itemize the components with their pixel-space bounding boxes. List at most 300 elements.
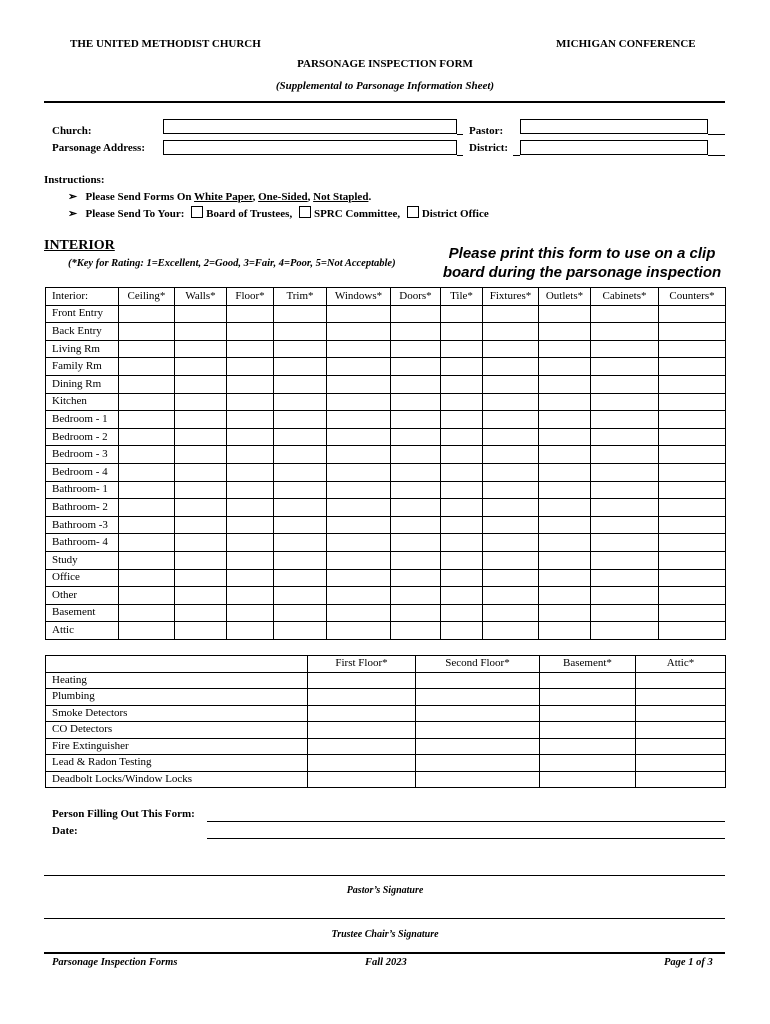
interior-rating-cell[interactable] <box>227 499 274 517</box>
interior-rating-cell[interactable] <box>391 534 441 552</box>
systems-rating-cell[interactable] <box>540 722 636 739</box>
interior-rating-cell[interactable] <box>591 534 659 552</box>
interior-rating-cell[interactable] <box>175 569 227 587</box>
interior-rating-cell[interactable] <box>659 428 726 446</box>
interior-rating-cell[interactable] <box>591 323 659 341</box>
interior-rating-cell[interactable] <box>274 499 327 517</box>
interior-row <box>46 428 726 446</box>
interior-rating-cell[interactable] <box>227 446 274 464</box>
interior-rating-cell[interactable] <box>274 569 327 587</box>
interior-rating-cell[interactable] <box>175 534 227 552</box>
interior-column-header: Floor* <box>227 288 274 306</box>
interior-rating-cell[interactable] <box>274 534 327 552</box>
interior-row-label: Bathroom- 4 <box>46 534 119 552</box>
systems-rating-cell[interactable] <box>636 672 726 689</box>
interior-rating-cell[interactable] <box>175 516 227 534</box>
interior-rating-cell[interactable] <box>483 551 539 569</box>
interior-rating-cell[interactable] <box>391 622 441 640</box>
interior-rating-cell[interactable] <box>539 551 591 569</box>
interior-rating-cell[interactable] <box>539 516 591 534</box>
interior-row-label: Bathroom- 2 <box>46 499 119 517</box>
interior-rating-cell[interactable] <box>441 534 483 552</box>
district-input[interactable] <box>520 140 708 155</box>
interior-rating-cell[interactable] <box>274 516 327 534</box>
interior-rating-cell[interactable] <box>327 411 391 429</box>
interior-rating-cell[interactable] <box>539 481 591 499</box>
interior-rating-cell[interactable] <box>659 516 726 534</box>
interior-rating-cell[interactable] <box>175 587 227 605</box>
interior-row <box>46 340 726 358</box>
systems-rating-cell[interactable] <box>308 689 416 706</box>
address-label: Parsonage Address: <box>52 142 145 154</box>
pastor-line <box>708 134 725 135</box>
parsonage-address-input[interactable] <box>163 140 457 155</box>
church-line <box>457 134 463 135</box>
systems-column-header <box>46 656 308 673</box>
interior-row <box>46 499 726 517</box>
person-filling-label: Person Filling Out This Form: <box>52 808 195 820</box>
interior-rating-cell[interactable] <box>483 622 539 640</box>
interior-rating-cell[interactable] <box>591 622 659 640</box>
interior-rating-cell[interactable] <box>119 622 175 640</box>
interior-rating-cell[interactable] <box>327 340 391 358</box>
interior-rating-cell[interactable] <box>483 587 539 605</box>
interior-rating-cell[interactable] <box>119 323 175 341</box>
interior-rating-cell[interactable] <box>591 604 659 622</box>
district-label: District: <box>469 142 509 154</box>
interior-rating-cell[interactable] <box>119 499 175 517</box>
interior-rating-cell[interactable] <box>539 587 591 605</box>
interior-rating-cell[interactable] <box>175 446 227 464</box>
interior-rating-cell[interactable] <box>441 358 483 376</box>
interior-rating-cell[interactable] <box>441 604 483 622</box>
interior-rating-cell[interactable] <box>591 499 659 517</box>
interior-rating-cell[interactable] <box>327 446 391 464</box>
interior-rating-cell[interactable] <box>327 358 391 376</box>
person-filling-line[interactable] <box>207 821 725 822</box>
interior-rating-cell[interactable] <box>119 551 175 569</box>
systems-rating-cell[interactable] <box>416 672 540 689</box>
interior-rating-cell[interactable] <box>274 428 327 446</box>
interior-rating-cell[interactable] <box>391 323 441 341</box>
interior-rating-cell[interactable] <box>483 446 539 464</box>
systems-rating-cell[interactable] <box>540 771 636 788</box>
interior-rating-cell[interactable] <box>539 569 591 587</box>
interior-row <box>46 393 726 411</box>
interior-rating-cell[interactable] <box>539 534 591 552</box>
interior-rating-cell[interactable] <box>175 463 227 481</box>
interior-rating-cell[interactable] <box>119 428 175 446</box>
interior-rating-cell[interactable] <box>441 446 483 464</box>
systems-rating-cell[interactable] <box>636 722 726 739</box>
interior-rating-cell[interactable] <box>391 604 441 622</box>
interior-rating-cell[interactable] <box>659 551 726 569</box>
interior-rating-cell[interactable] <box>327 375 391 393</box>
interior-rating-cell[interactable] <box>539 323 591 341</box>
systems-rating-cell[interactable] <box>308 771 416 788</box>
interior-rating-cell[interactable] <box>391 305 441 323</box>
pastor-signature-label: Pastor’s Signature <box>346 885 424 896</box>
interior-row-label: Dining Rm <box>46 375 119 393</box>
systems-row <box>46 771 726 788</box>
rating-key: (*Key for Rating: 1=Excellent, 2=Good, 3=Fair, 4=Poor, 5=Not Acceptable) <box>68 258 396 269</box>
interior-row-label: Back Entry <box>46 323 119 341</box>
systems-rating-cell[interactable] <box>308 705 416 722</box>
interior-rating-cell[interactable] <box>659 481 726 499</box>
interior-rating-cell[interactable] <box>119 375 175 393</box>
interior-rating-cell[interactable] <box>539 358 591 376</box>
sprc-checkbox[interactable] <box>299 206 311 218</box>
interior-rating-cell[interactable] <box>175 622 227 640</box>
interior-column-header: Doors* <box>391 288 441 306</box>
interior-row-label: Kitchen <box>46 393 119 411</box>
interior-rating-cell[interactable] <box>274 446 327 464</box>
interior-rating-cell[interactable] <box>483 340 539 358</box>
interior-rating-cell[interactable] <box>441 411 483 429</box>
interior-rating-cell[interactable] <box>119 587 175 605</box>
interior-rating-cell[interactable] <box>659 569 726 587</box>
interior-rating-cell[interactable] <box>119 411 175 429</box>
interior-rating-cell[interactable] <box>659 622 726 640</box>
systems-rating-cell[interactable] <box>308 672 416 689</box>
interior-rating-cell[interactable] <box>391 481 441 499</box>
interior-rating-cell[interactable] <box>391 393 441 411</box>
interior-rating-cell[interactable] <box>659 587 726 605</box>
systems-rating-cell[interactable] <box>636 755 726 772</box>
pastor-input[interactable] <box>520 119 708 134</box>
trustee-signature-line[interactable] <box>44 918 725 919</box>
church-input[interactable] <box>163 119 457 134</box>
interior-rating-cell[interactable] <box>441 463 483 481</box>
interior-rating-cell[interactable] <box>274 463 327 481</box>
interior-rating-cell[interactable] <box>227 534 274 552</box>
interior-rating-cell[interactable] <box>391 569 441 587</box>
interior-rating-cell[interactable] <box>327 516 391 534</box>
interior-rating-cell[interactable] <box>119 358 175 376</box>
interior-rating-cell[interactable] <box>227 481 274 499</box>
interior-rating-cell[interactable] <box>227 604 274 622</box>
interior-rating-cell[interactable] <box>391 587 441 605</box>
interior-rating-cell[interactable] <box>539 305 591 323</box>
systems-rating-cell[interactable] <box>416 771 540 788</box>
interior-rating-cell[interactable] <box>441 551 483 569</box>
interior-rating-cell[interactable] <box>441 305 483 323</box>
interior-row-label: Living Rm <box>46 340 119 358</box>
systems-rating-cell[interactable] <box>540 755 636 772</box>
interior-rating-cell[interactable] <box>441 340 483 358</box>
interior-rating-cell[interactable] <box>227 551 274 569</box>
interior-rating-cell[interactable] <box>391 358 441 376</box>
interior-rating-cell[interactable] <box>659 411 726 429</box>
date-line[interactable] <box>207 838 725 839</box>
interior-rating-cell[interactable] <box>441 323 483 341</box>
interior-row <box>46 569 726 587</box>
interior-rating-cell[interactable] <box>483 604 539 622</box>
interior-rating-cell[interactable] <box>591 516 659 534</box>
interior-rating-cell[interactable] <box>175 358 227 376</box>
interior-row <box>46 463 726 481</box>
interior-rating-cell[interactable] <box>327 604 391 622</box>
interior-rating-cell[interactable] <box>119 446 175 464</box>
interior-rating-cell[interactable] <box>227 516 274 534</box>
interior-rating-cell[interactable] <box>483 358 539 376</box>
interior-rating-cell[interactable] <box>539 375 591 393</box>
interior-rating-cell[interactable] <box>227 358 274 376</box>
interior-rating-cell[interactable] <box>391 340 441 358</box>
systems-rating-cell[interactable] <box>416 738 540 755</box>
interior-rating-cell[interactable] <box>659 463 726 481</box>
interior-rating-cell[interactable] <box>591 463 659 481</box>
interior-rating-cell[interactable] <box>391 463 441 481</box>
interior-row-label: Other <box>46 587 119 605</box>
interior-rating-cell[interactable] <box>391 499 441 517</box>
interior-rating-cell[interactable] <box>119 569 175 587</box>
interior-rating-cell[interactable] <box>327 551 391 569</box>
systems-rating-cell[interactable] <box>636 771 726 788</box>
interior-row-label: Family Rm <box>46 358 119 376</box>
interior-rating-cell[interactable] <box>227 569 274 587</box>
interior-rating-cell[interactable] <box>175 393 227 411</box>
trustees-checkbox[interactable] <box>191 206 203 218</box>
interior-rating-cell[interactable] <box>441 569 483 587</box>
systems-rating-cell[interactable] <box>540 672 636 689</box>
interior-rating-cell[interactable] <box>227 323 274 341</box>
interior-rating-cell[interactable] <box>441 393 483 411</box>
interior-rating-cell[interactable] <box>175 375 227 393</box>
interior-rating-cell[interactable] <box>483 323 539 341</box>
interior-rating-cell[interactable] <box>175 305 227 323</box>
footer-center: Fall 2023 <box>365 957 407 968</box>
interior-rating-cell[interactable] <box>175 428 227 446</box>
interior-rating-cell[interactable] <box>327 463 391 481</box>
interior-rating-cell[interactable] <box>591 428 659 446</box>
interior-rating-cell[interactable] <box>119 393 175 411</box>
interior-rating-cell[interactable] <box>175 551 227 569</box>
interior-rating-cell[interactable] <box>274 375 327 393</box>
systems-row <box>46 738 726 755</box>
interior-rating-cell[interactable] <box>175 604 227 622</box>
systems-column-header: Second Floor* <box>416 656 540 673</box>
interior-rating-cell[interactable] <box>591 358 659 376</box>
interior-column-header: Windows* <box>327 288 391 306</box>
instructions-label: Instructions: <box>44 174 105 186</box>
interior-rating-cell[interactable] <box>327 622 391 640</box>
interior-rating-cell[interactable] <box>227 375 274 393</box>
interior-row-label: Bedroom - 2 <box>46 428 119 446</box>
interior-rating-cell[interactable] <box>119 305 175 323</box>
systems-row <box>46 755 726 772</box>
interior-rating-cell[interactable] <box>539 446 591 464</box>
interior-rating-cell[interactable] <box>274 305 327 323</box>
interior-rating-cell[interactable] <box>175 481 227 499</box>
interior-rating-cell[interactable] <box>119 604 175 622</box>
interior-rating-cell[interactable] <box>659 375 726 393</box>
interior-rating-cell[interactable] <box>227 622 274 640</box>
interior-rating-cell[interactable] <box>441 622 483 640</box>
interior-row <box>46 481 726 499</box>
interior-rating-cell[interactable] <box>659 305 726 323</box>
interior-rating-cell[interactable] <box>175 499 227 517</box>
interior-rating-cell[interactable] <box>483 463 539 481</box>
systems-rating-cell[interactable] <box>308 722 416 739</box>
interior-rating-cell[interactable] <box>539 411 591 429</box>
interior-rating-cell[interactable] <box>274 481 327 499</box>
systems-row-label: Plumbing <box>46 689 308 706</box>
interior-rating-cell[interactable] <box>659 358 726 376</box>
systems-rating-cell[interactable] <box>416 722 540 739</box>
interior-rating-cell[interactable] <box>391 516 441 534</box>
interior-rating-cell[interactable] <box>591 446 659 464</box>
interior-rating-cell[interactable] <box>659 393 726 411</box>
interior-rating-cell[interactable] <box>441 428 483 446</box>
interior-rating-cell[interactable] <box>227 340 274 358</box>
interior-rating-cell[interactable] <box>274 551 327 569</box>
systems-rating-cell[interactable] <box>308 755 416 772</box>
interior-rating-cell[interactable] <box>327 428 391 446</box>
interior-rating-cell[interactable] <box>391 411 441 429</box>
interior-rating-cell[interactable] <box>591 393 659 411</box>
interior-rating-cell[interactable] <box>483 393 539 411</box>
systems-rating-cell[interactable] <box>540 738 636 755</box>
interior-rating-cell[interactable] <box>274 587 327 605</box>
interior-rating-cell[interactable] <box>539 622 591 640</box>
interior-rating-cell[interactable] <box>441 481 483 499</box>
interior-column-header: Walls* <box>175 288 227 306</box>
interior-rating-cell[interactable] <box>274 358 327 376</box>
interior-rating-cell[interactable] <box>119 481 175 499</box>
interior-rating-cell[interactable] <box>659 604 726 622</box>
interior-rating-cell[interactable] <box>539 463 591 481</box>
interior-rating-cell[interactable] <box>659 499 726 517</box>
interior-rating-cell[interactable] <box>441 587 483 605</box>
interior-rating-cell[interactable] <box>175 411 227 429</box>
interior-rating-cell[interactable] <box>227 393 274 411</box>
systems-rating-cell[interactable] <box>636 689 726 706</box>
district-line <box>708 155 725 156</box>
interior-column-header: Outlets* <box>539 288 591 306</box>
interior-row-label: Bathroom -3 <box>46 516 119 534</box>
interior-rating-cell[interactable] <box>274 604 327 622</box>
pastor-signature-line[interactable] <box>44 875 725 876</box>
interior-rating-cell[interactable] <box>327 499 391 517</box>
interior-row <box>46 622 726 640</box>
interior-rating-cell[interactable] <box>591 569 659 587</box>
interior-rating-cell[interactable] <box>591 375 659 393</box>
interior-rating-cell[interactable] <box>119 516 175 534</box>
bullet-icon: ➢ <box>68 191 78 203</box>
interior-rating-cell[interactable] <box>391 446 441 464</box>
systems-rating-cell[interactable] <box>540 705 636 722</box>
interior-rating-cell[interactable] <box>591 551 659 569</box>
interior-rating-cell[interactable] <box>274 323 327 341</box>
interior-row-label: Bathroom- 1 <box>46 481 119 499</box>
interior-rating-cell[interactable] <box>591 587 659 605</box>
interior-rating-cell[interactable] <box>274 411 327 429</box>
interior-row <box>46 587 726 605</box>
interior-rating-cell[interactable] <box>659 323 726 341</box>
interior-column-header: Tile* <box>441 288 483 306</box>
interior-rating-table <box>45 287 726 640</box>
interior-rating-cell[interactable] <box>483 375 539 393</box>
church-name-header: THE UNITED METHODIST CHURCH <box>70 38 261 50</box>
interior-row <box>46 375 726 393</box>
interior-rating-cell[interactable] <box>539 340 591 358</box>
interior-rating-cell[interactable] <box>539 393 591 411</box>
interior-rating-cell[interactable] <box>274 340 327 358</box>
interior-rating-cell[interactable] <box>119 463 175 481</box>
systems-rating-cell[interactable] <box>308 738 416 755</box>
interior-rating-cell[interactable] <box>441 375 483 393</box>
interior-rating-cell[interactable] <box>274 393 327 411</box>
interior-rating-cell[interactable] <box>483 428 539 446</box>
interior-rating-cell[interactable] <box>175 340 227 358</box>
interior-column-header: Cabinets* <box>591 288 659 306</box>
systems-rating-cell[interactable] <box>416 705 540 722</box>
interior-rating-cell[interactable] <box>659 446 726 464</box>
interior-rating-cell[interactable] <box>227 411 274 429</box>
systems-rating-cell[interactable] <box>636 738 726 755</box>
interior-rating-cell[interactable] <box>327 534 391 552</box>
interior-rating-cell[interactable] <box>483 481 539 499</box>
district-office-checkbox[interactable] <box>407 206 419 218</box>
interior-rating-cell[interactable] <box>483 534 539 552</box>
interior-rating-cell[interactable] <box>539 499 591 517</box>
systems-rating-cell[interactable] <box>540 689 636 706</box>
interior-rating-cell[interactable] <box>227 463 274 481</box>
interior-rating-cell[interactable] <box>119 534 175 552</box>
interior-rating-cell[interactable] <box>441 516 483 534</box>
interior-rating-cell[interactable] <box>391 428 441 446</box>
interior-rating-cell[interactable] <box>483 499 539 517</box>
interior-rating-cell[interactable] <box>119 340 175 358</box>
interior-rating-cell[interactable] <box>441 499 483 517</box>
interior-rating-cell[interactable] <box>327 305 391 323</box>
interior-rating-cell[interactable] <box>483 305 539 323</box>
footer-divider <box>44 952 725 954</box>
interior-rating-cell[interactable] <box>659 534 726 552</box>
interior-rating-cell[interactable] <box>391 551 441 569</box>
interior-rating-cell[interactable] <box>327 323 391 341</box>
systems-rating-cell[interactable] <box>636 705 726 722</box>
district-lead-line <box>513 155 520 156</box>
interior-rating-cell[interactable] <box>327 481 391 499</box>
interior-rating-cell[interactable] <box>591 411 659 429</box>
interior-rating-cell[interactable] <box>483 569 539 587</box>
interior-row <box>46 358 726 376</box>
trustee-signature-label: Trustee Chair’s Signature <box>331 929 439 940</box>
interior-rating-cell[interactable] <box>327 587 391 605</box>
interior-rating-cell[interactable] <box>327 393 391 411</box>
interior-rating-cell[interactable] <box>591 340 659 358</box>
form-title: PARSONAGE INSPECTION FORM <box>297 58 473 70</box>
interior-rating-cell[interactable] <box>391 375 441 393</box>
systems-rating-cell[interactable] <box>416 689 540 706</box>
interior-rating-cell[interactable] <box>591 481 659 499</box>
interior-rating-cell[interactable] <box>591 305 659 323</box>
interior-rating-cell[interactable] <box>274 622 327 640</box>
interior-rating-cell[interactable] <box>227 305 274 323</box>
interior-rating-cell[interactable] <box>539 428 591 446</box>
interior-rating-cell[interactable] <box>483 516 539 534</box>
interior-rating-cell[interactable] <box>175 323 227 341</box>
systems-rating-cell[interactable] <box>416 755 540 772</box>
interior-rating-cell[interactable] <box>227 428 274 446</box>
interior-rating-cell[interactable] <box>327 569 391 587</box>
interior-rating-cell[interactable] <box>539 604 591 622</box>
interior-rating-cell[interactable] <box>227 587 274 605</box>
interior-rating-cell[interactable] <box>659 340 726 358</box>
interior-rating-cell[interactable] <box>483 411 539 429</box>
